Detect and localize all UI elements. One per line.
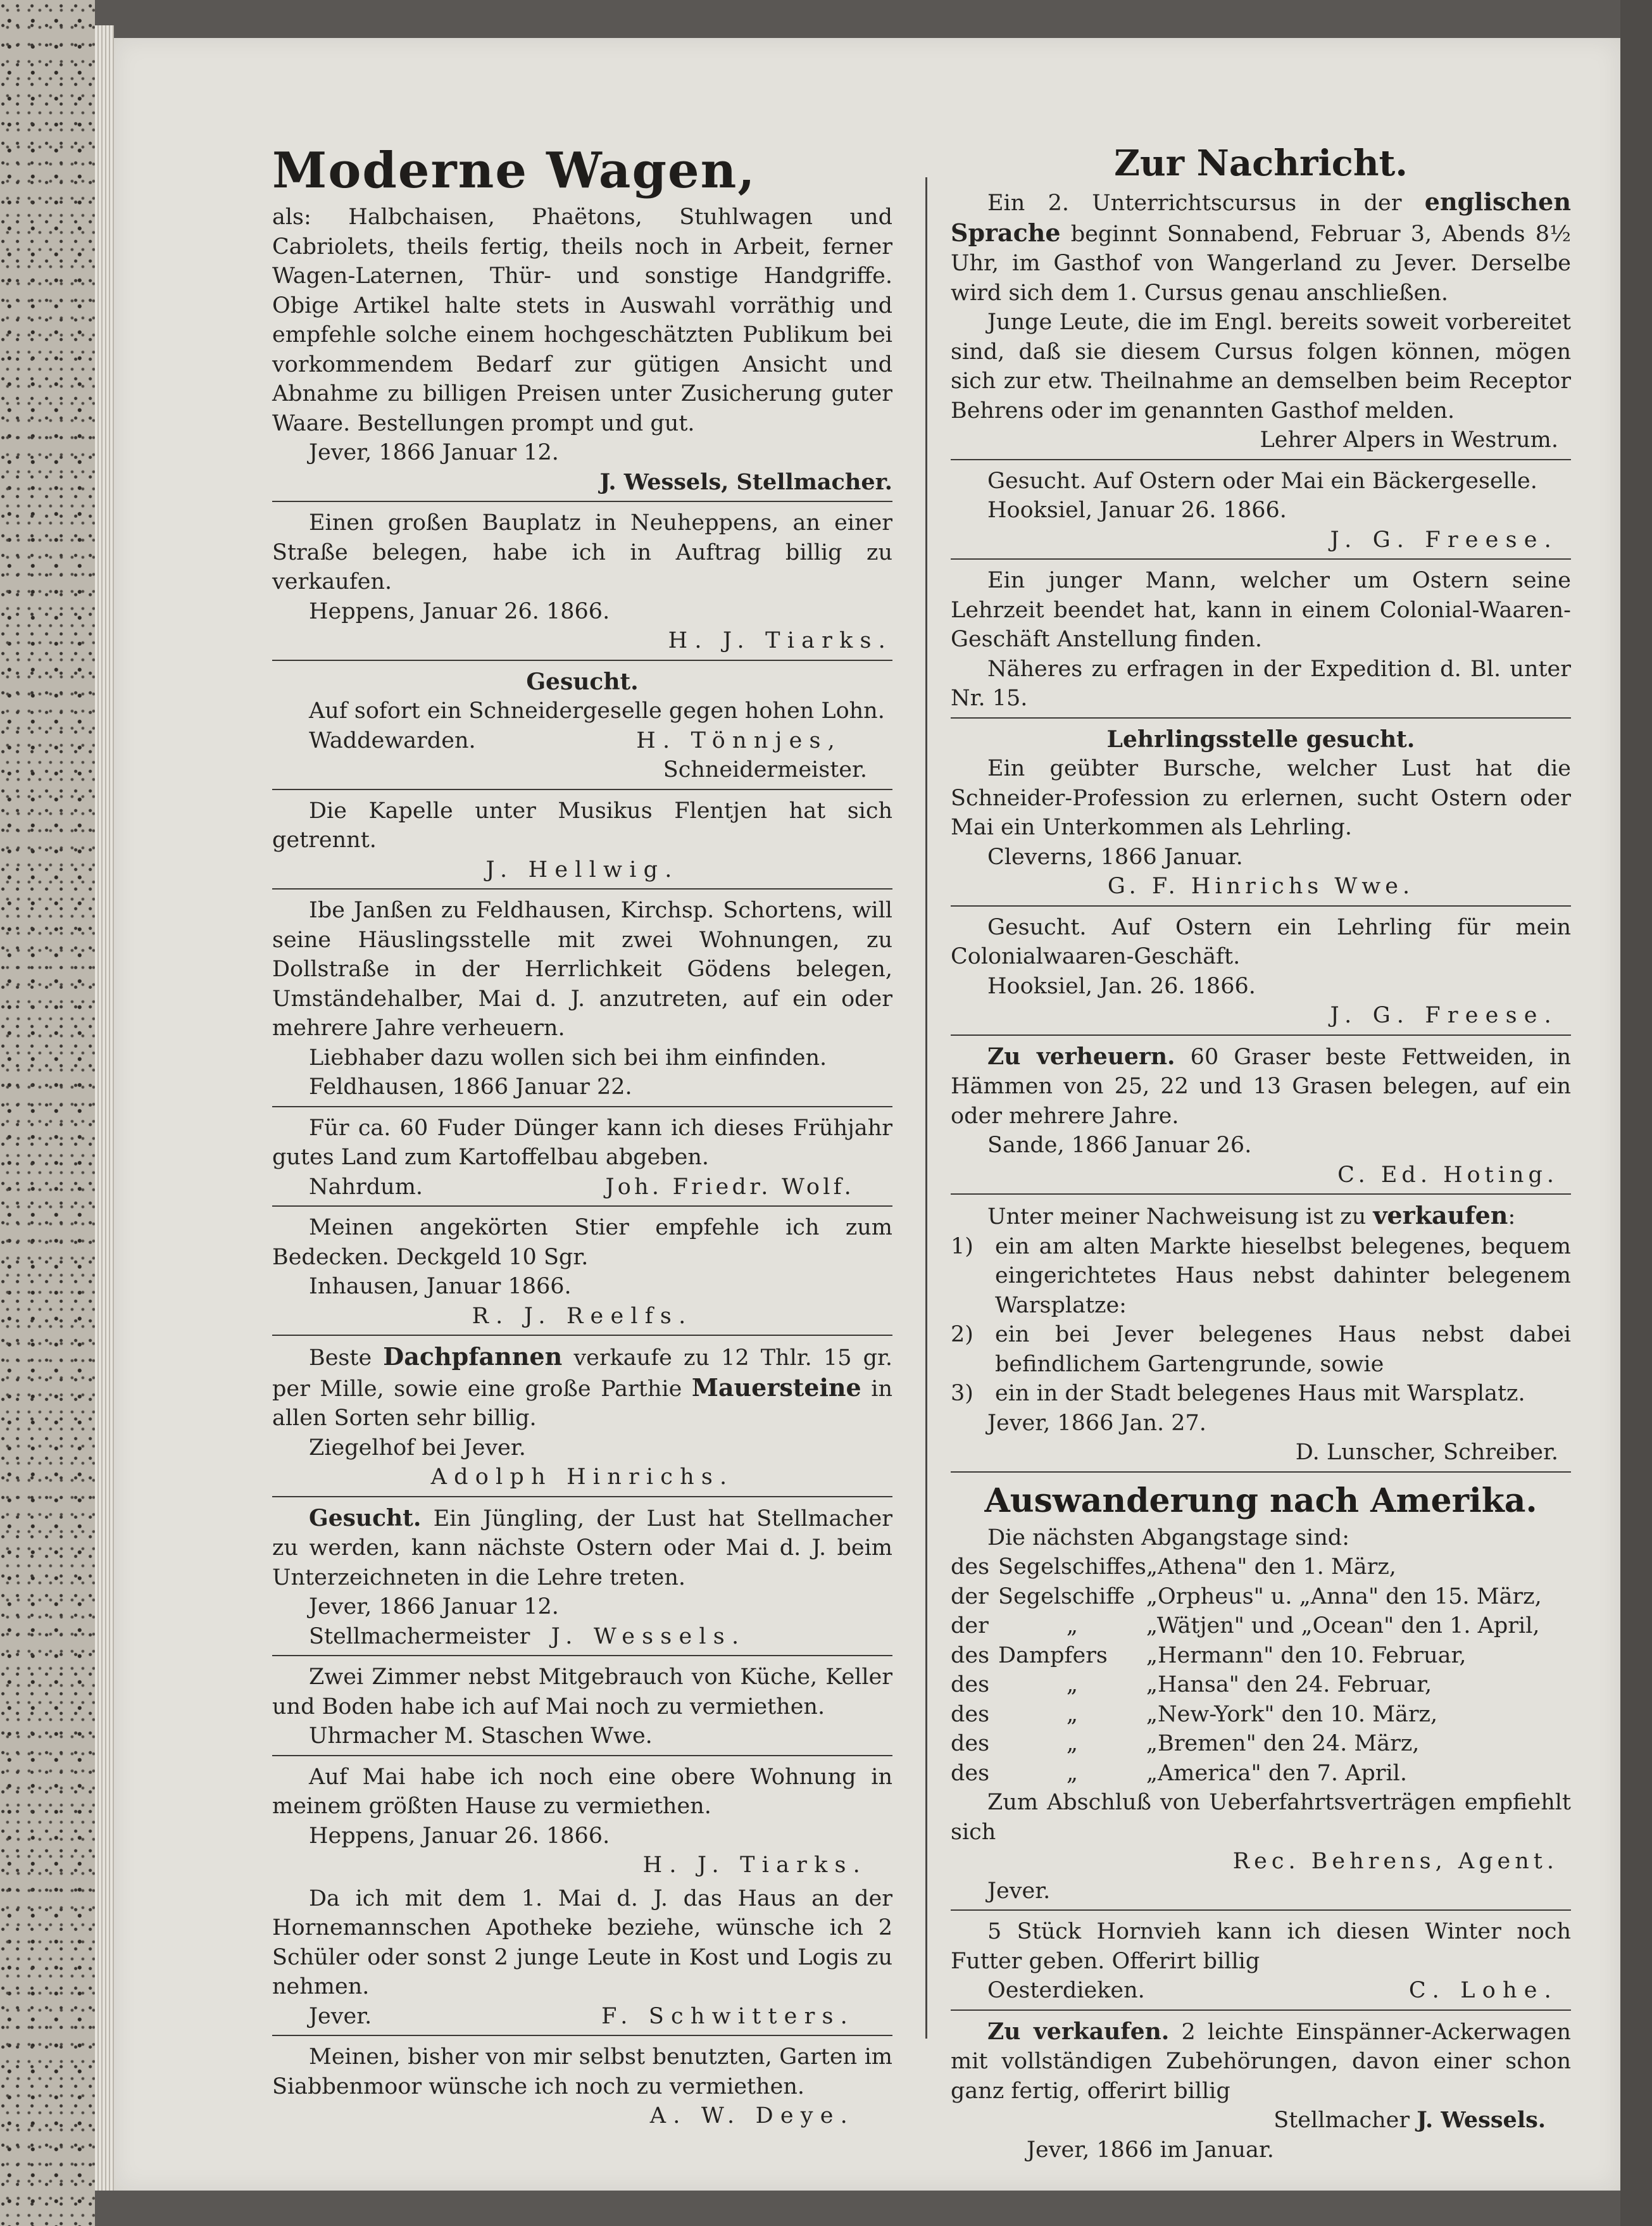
separator <box>272 1655 892 1656</box>
ad-heading: Zu verkaufen. <box>987 2018 1170 2045</box>
schedule-article: der <box>951 1583 989 1609</box>
ad-date: Cleverns, 1866 Januar. <box>987 844 1243 870</box>
separator <box>272 789 892 790</box>
ad-place: Nahrdum. <box>309 1174 423 1200</box>
ad-signature: J. G. Freese. <box>1330 1003 1558 1028</box>
separator <box>272 1755 892 1756</box>
ad-haeuslingsstelle <box>272 896 892 1102</box>
separator <box>951 1193 1571 1195</box>
ad-signature: H. J. Tiarks. <box>668 628 892 653</box>
ad-signature: Uhrmacher M. Staschen Wwe. <box>309 1723 653 1749</box>
schedule-article: des <box>951 1554 990 1580</box>
ad-signature-title: Schneidermeister. <box>663 757 867 783</box>
ad-text: Meinen angekörten Stier empfehle ich zum Bedecken. Deckgeld 10 Sgr. <box>272 1215 892 1270</box>
schedule-row <box>951 1552 1571 1582</box>
separator <box>951 905 1571 907</box>
separator <box>272 1496 892 1497</box>
ad-place-row <box>951 1976 1571 2006</box>
ad-date: Heppens, Januar 26. 1866. <box>309 598 610 624</box>
schedule-row <box>951 1670 1571 1700</box>
list-item <box>951 1232 1571 1321</box>
ad-place: Ziegelhof bei Jever. <box>309 1435 526 1461</box>
ad-heading: Lehrlingsstelle gesucht. <box>1106 726 1415 753</box>
ad-heading: Gesucht. <box>526 668 639 695</box>
text-part: Ein 2. Unterrichtscursus in der <box>987 191 1425 216</box>
ad-lehrlingsstelle <box>951 725 1571 902</box>
ad-signature: Adolph Hinrichs. <box>430 1464 734 1490</box>
schedule-ship-date: „Hansa" den 24. Februar, <box>1146 1672 1432 1697</box>
departure-schedule <box>951 1552 1571 1788</box>
schedule-row <box>951 1700 1571 1730</box>
ad-date: Jever, 1866 im Januar. <box>1027 2137 1274 2163</box>
schedule-vessel-type: „ <box>1066 1613 1078 1638</box>
ad-date: Heppens, Januar 26. 1866. <box>309 1823 610 1849</box>
ad-text: Die Kapelle unter Musikus Flentjen hat sich getrennt. <box>272 798 892 853</box>
schedule-article: des <box>951 1760 990 1786</box>
ad-stier <box>272 1213 892 1331</box>
scan-border-right <box>1620 0 1652 2226</box>
ad-place-row <box>272 726 892 756</box>
separator <box>272 1106 892 1107</box>
list-text: ein in der Stadt belegenes Haus mit Warsplatz. <box>995 1381 1525 1406</box>
ad-text <box>951 1042 1571 1131</box>
ad-place: Waddewarden. <box>309 727 476 753</box>
list-number: 2) <box>951 1322 973 1347</box>
ad-baeckergeselle <box>951 467 1571 555</box>
ad-text-2: Liebhaber dazu wollen sich bei ihm einfinden. <box>309 1045 827 1071</box>
ad-date: Hooksiel, Jan. 26. 1866. <box>987 973 1256 999</box>
separator <box>951 459 1571 460</box>
ad-signature: Lehrer Alpers in Westrum. <box>1260 427 1558 453</box>
ad-text: Ein geübter Bursche, welcher Lust hat die Schneider-Profession zu erlernen, sucht Ostern oder Mai ein Unterkommen als Lehrling. <box>951 756 1571 840</box>
ad-signature: Joh. Friedr. Wolf. <box>605 1174 854 1200</box>
schedule-vessel-type: Dampfers <box>998 1642 1108 1668</box>
separator <box>951 2009 1571 2011</box>
ad-colonial-lehrling <box>951 913 1571 1031</box>
schedule-article: des <box>951 1642 990 1668</box>
ad-gesucht-schneider <box>272 667 892 785</box>
schedule-row <box>951 1582 1571 1612</box>
ad-text <box>272 1342 892 1433</box>
schedule-vessel-type: Segelschiffes <box>998 1554 1146 1580</box>
ad-date: Jever, 1866 Januar 12. <box>309 440 559 465</box>
text-part: : <box>1508 1204 1516 1229</box>
ad-signature: Rec. Behrens, Agent. <box>1232 1849 1558 1874</box>
ad-signature <box>272 1622 892 1652</box>
ad-title: Zur Nachricht. <box>1114 142 1408 184</box>
emphasis: Mauersteine <box>691 1373 861 1402</box>
schedule-vessel-type: „ <box>1066 1701 1078 1727</box>
signature-title: Stellmacher <box>1273 2108 1410 2133</box>
ad-zur-nachricht <box>951 139 1571 455</box>
ad-text <box>951 187 1571 308</box>
emphasis: verkaufen <box>1373 1201 1508 1229</box>
schedule-ship-date: „New-York" den 10. März, <box>1146 1701 1438 1727</box>
ad-signature: H. Tönnjes, <box>636 727 842 753</box>
list-item <box>951 1320 1571 1379</box>
separator <box>272 888 892 890</box>
ad-signature: C. Ed. Hoting. <box>1337 1162 1558 1188</box>
schedule-vessel-type: „ <box>1066 1760 1078 1786</box>
ad-text: Einen großen Bauplatz in Neuheppens, an einer Straße belegen, habe ich in Auftrag billig zu verkaufen. <box>272 510 892 594</box>
list-item <box>951 1379 1571 1409</box>
separator <box>951 558 1571 560</box>
text-part: Beste <box>309 1345 384 1371</box>
ad-date: Jever, 1866 Januar 12. <box>309 1594 559 1619</box>
ad-bauplatz <box>272 508 892 656</box>
ad-text: Gesucht. Auf Ostern oder Mai ein Bäckergeselle. <box>987 468 1537 494</box>
ad-signature: J. G. Freese. <box>1330 527 1558 553</box>
ad-text: Zwei Zimmer nebst Mitgebrauch von Küche, Keller und Boden habe ich auf Mai noch zu vermiethen. <box>272 1664 892 1720</box>
list-text: ein bei Jever belegenes Haus nebst dabei befindlichem Gartengrunde, sowie <box>995 1322 1571 1377</box>
ad-schueler <box>272 1884 892 2032</box>
ad-dachpfannen <box>272 1342 892 1492</box>
ad-signature: R. J. Reelfs. <box>472 1303 693 1329</box>
list-number: 3) <box>951 1381 973 1406</box>
ad-date: Inhausen, Januar 1866. <box>309 1274 572 1299</box>
ad-auswanderung <box>951 1479 1571 1906</box>
right-column <box>951 139 1571 2165</box>
emphasis: Dachpfannen <box>383 1342 563 1371</box>
text-part: 2 leichte Einspänner-Ackerwagen mit vollständigen Zubehörungen, davon einer schon ganz fertig, offerirt billig <box>951 2019 1571 2104</box>
schedule-article: des <box>951 1701 990 1727</box>
separator <box>951 1471 1571 1473</box>
ad-date: Hooksiel, Januar 26. 1866. <box>987 498 1287 523</box>
schedule-article: der <box>951 1613 989 1638</box>
separator <box>272 1205 892 1207</box>
ad-date: Sande, 1866 Januar 26. <box>987 1133 1252 1158</box>
schedule-ship-date: „Hermann" den 10. Februar, <box>1146 1642 1467 1668</box>
ad-place-row <box>272 2002 892 2032</box>
ad-zimmer <box>272 1663 892 1751</box>
schedule-row <box>951 1759 1571 1789</box>
schedule-article: des <box>951 1672 990 1697</box>
text-part: verkaufe zu 12 Thlr. 15 gr. per Mille, sowie eine große Parthie <box>272 1345 892 1402</box>
schedule-row <box>951 1729 1571 1759</box>
ad-text-2: Junge Leute, die im Engl. bereits soweit vorbereitet sind, daß sie diesem Cursus folgen können, mögen sich zur etw. Theilnahme an demselben beim Receptor Behrens oder im genannten Gasthof melden. <box>951 310 1571 424</box>
text-part: in allen Sorten sehr billig. <box>272 1376 892 1431</box>
ad-text: Für ca. 60 Fuder Dünger kann ich dieses Frühjahr gutes Land zum Kartoffelbau abgeben. <box>272 1115 892 1170</box>
list-number: 1) <box>951 1233 973 1259</box>
schedule-ship-date: „Orpheus" u. „Anna" den 15. März, <box>1146 1583 1542 1609</box>
ad-signature: J. Hellwig. <box>485 857 679 883</box>
ad-text: Meinen, bisher von mir selbst benutzten, Garten im Siabbenmoor wünsche ich noch zu vermiethen. <box>272 2044 892 2099</box>
ad-text: Auf sofort ein Schneidergeselle gegen hohen Lohn. <box>309 698 885 724</box>
schedule-ship-date: „Bremen" den 24. März, <box>1146 1731 1420 1756</box>
schedule-vessel-type: „ <box>1066 1731 1078 1756</box>
schedule-row <box>951 1611 1571 1641</box>
ad-text <box>951 2017 1571 2106</box>
ad-place-row <box>272 1173 892 1202</box>
ad-gesucht-stellmacher <box>272 1504 892 1652</box>
left-column <box>272 139 892 2131</box>
text-part: Ein Jüngling, der Lust hat Stellmacher zu werden, kann nächste Ostern oder Mai d. J. beim Unterzeichneten in die Lehre treten. <box>272 1506 892 1590</box>
ad-text <box>272 1504 892 1593</box>
separator <box>272 501 892 502</box>
ad-signature: A. W. Deye. <box>649 2103 854 2129</box>
ad-text: Gesucht. Auf Ostern ein Lehrling für mein Colonialwaaren-Geschäft. <box>951 914 1571 969</box>
text-part: 60 Graser beste Fettweiden, in Hämmen von 25, 22 und 13 Grasen belegen, auf ein oder mehrere Jahre. <box>951 1044 1571 1129</box>
schedule-vessel-type: Segelschiffe <box>998 1583 1135 1609</box>
separator <box>272 660 892 661</box>
page-edges <box>95 25 114 2191</box>
signature-title: Stellmachermeister <box>309 1623 530 1649</box>
ad-wohnung <box>272 1763 892 1880</box>
ad-heading: Gesucht. <box>309 1504 422 1531</box>
ad-moderne-wagen <box>272 139 892 497</box>
ad-title: Moderne Wagen, <box>272 142 756 199</box>
separator <box>272 1335 892 1336</box>
ad-heading: Zu verheuern. <box>987 1043 1175 1070</box>
ad-garten <box>272 2042 892 2131</box>
ad-text-2: Näheres zu erfragen in der Expedition d. Bl. unter Nr. 15. <box>951 656 1571 711</box>
ad-zu-verheuern <box>951 1042 1571 1190</box>
ad-nachweisung <box>951 1201 1571 1468</box>
column-divider <box>925 177 927 2039</box>
separator <box>951 1909 1571 1911</box>
signature-name: J. Wessels, Stellmacher. <box>599 468 892 495</box>
ad-kapelle <box>272 796 892 885</box>
schedule-ship-date: „America" den 7. April. <box>1146 1760 1407 1786</box>
ad-signature: C. Lohe. <box>1408 1978 1558 2003</box>
ad-text: Auf Mai habe ich noch eine obere Wohnung in meinem größten Hause zu vermiethen. <box>272 1764 892 1819</box>
text-part: Unter meiner Nachweisung ist zu <box>987 1204 1374 1229</box>
ad-signature: G. F. Hinrichs Wwe. <box>1107 874 1415 899</box>
schedule-row <box>951 1641 1571 1671</box>
ad-text: Da ich mit dem 1. Mai d. J. das Haus an der Hornemannschen Apotheke beziehe, wünsche ich 2 Schüler oder sonst 2 junge Leute in Kost und Logis zu nehmen. <box>272 1885 892 1999</box>
ad-signature <box>951 2106 1571 2135</box>
ad-signature <box>272 468 892 498</box>
schedule-ship-date: „Athena" den 1. März, <box>1146 1554 1396 1580</box>
ad-signature: F. Schwitters. <box>601 2003 854 2029</box>
signature-name: J. Wessels. <box>1417 2107 1546 2133</box>
schedule-article: des <box>951 1731 990 1756</box>
ad-date: Jever, 1866 Jan. 27. <box>987 1410 1206 1436</box>
ad-place: Jever. <box>309 2003 372 2029</box>
ad-title: Auswanderung nach Amerika. <box>984 1481 1537 1520</box>
nachweis-list <box>951 1232 1571 1409</box>
signature-name: J. Wessels. <box>551 1623 746 1649</box>
separator <box>272 2035 892 2036</box>
ad-text: Ibe Janßen zu Feldhausen, Kirchsp. Schortens, will seine Häuslingsstelle mit zwei Wohnungen, zu Dollstraße in der Herrlichkeit Gödens belegen, Umständehalber, Mai d. J. anzutreten, auf ein oder mehrere Jahre verheuern. <box>272 898 892 1041</box>
ad-place: Oesterdieken. <box>987 1978 1145 2003</box>
ad-junger-mann <box>951 566 1571 714</box>
text-part: beginnt Sonnabend, Februar 3, Abends 8½ Uhr, im Gasthof von Wangerland zu Jever. Derselbe wird sich dem 1. Cursus genau anschließen. <box>951 221 1571 306</box>
ad-hornvieh <box>951 1917 1571 2006</box>
ad-text: als: Halbchaisen, Phaëtons, Stuhlwagen und Cabriolets, theils fertig, theils noch in Arbeit, ferner Wagen-Laternen, Thür- und sonstige Handgriffe. Obige Artikel halte stets in Auswahl vorräthig und empfehle solche einem hochgeschätzten Publikum bei vorkommendem Bedarf zur gütigen Ansicht und Abnahme zu billigen Preisen unter Zusicherung guter Waare. Bestellungen prompt und gut. <box>272 204 892 436</box>
ad-place: Jever. <box>987 1878 1051 1904</box>
ad-signature: D. Lunscher, Schreiber. <box>1295 1440 1558 1465</box>
ad-zu-verkaufen <box>951 2017 1571 2165</box>
emphasis: englischen Sprache <box>951 187 1571 247</box>
separator <box>951 1034 1571 1036</box>
ad-text: 5 Stück Hornvieh kann ich diesen Winter noch Futter geben. Offerirt billig <box>951 1919 1571 1974</box>
scan-border-speckled <box>0 0 95 2226</box>
ad-duenger <box>272 1114 892 1202</box>
ad-intro: Die nächsten Abgangstage sind: <box>987 1525 1349 1550</box>
ad-text: Ein junger Mann, welcher um Ostern seine Lehrzeit beendet hat, kann in einem Colonial-Waaren-Geschäft Anstellung finden. <box>951 568 1571 652</box>
ad-signature: H. J. Tiarks. <box>642 1852 867 1878</box>
ad-date: Feldhausen, 1866 Januar 22. <box>309 1074 632 1100</box>
ad-text <box>951 1201 1571 1232</box>
separator <box>951 717 1571 719</box>
ad-text: Zum Abschluß von Ueberfahrtsverträgen empfiehlt sich <box>951 1790 1571 1845</box>
schedule-vessel-type: „ <box>1066 1672 1078 1697</box>
list-text: ein am alten Markte hieselbst belegenes, bequem eingerichtetes Haus nebst dahinter belegenem Warsplatze: <box>995 1233 1571 1318</box>
schedule-ship-date: „Wätjen" und „Ocean" den 1. April, <box>1146 1613 1540 1638</box>
